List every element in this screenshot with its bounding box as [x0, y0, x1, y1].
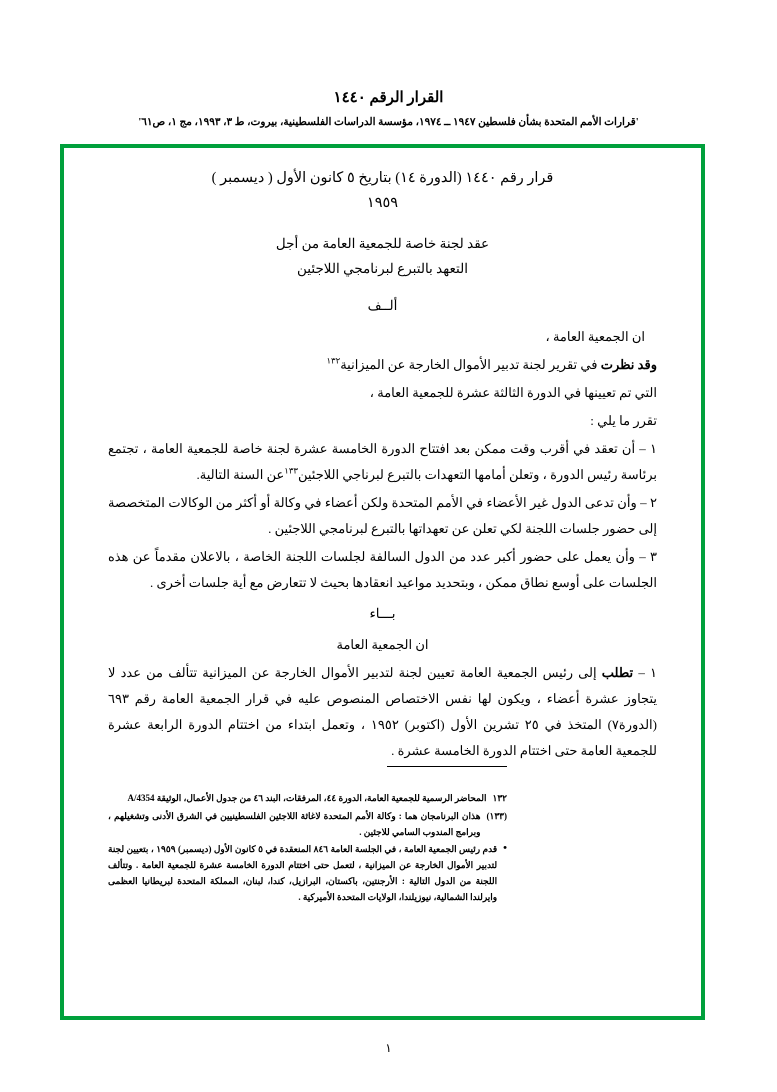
footnote-mark: (١٣٣) [486, 810, 507, 821]
section-a-paragraph-5: ٣ – وأن يعمل على حضور أكبر عدد من الدول السالفة لجلسات اللجنة الخاصة ، بالاعلان مقدماً عن هذه الجلسات على أوسع نطاق ممكن ، وبتحديد مواعيد انعقادها بحيث لا تتعارض مع أية جلسات أخرى . [108, 549, 657, 591]
section-a-paragraph-3-text: ١ – أن تعقد في أقرب وقت ممكن بعد افتتاح الدورة الخامسة عشرة لجنة خاصة للجمعية العامة ، تجتمع برئاسة رئيس الدورة ، وتعلن أمامها التعهدات بالتبرع لبرناجي اللاجئين [108, 441, 657, 483]
footnote-ref-133: ١٣٣ [284, 465, 298, 476]
section-a-paragraph-0-rest: في تقرير لجنة تدبير الأموال الخارجة عن الميزانية [340, 357, 601, 373]
footnote-item [108, 791, 507, 807]
section-a-paragraph-3-tail: عن السنة التالية. [196, 467, 285, 483]
footnote-mark: ١٣٢ [492, 793, 507, 804]
footnote-text: هذان البرنامجان هما : وكالة الأمم المتحدة لاغاثة اللاجئين الفلسطينيين في الشرق الأدنى وتشغيلهم ، وبرامج المندوب السامي للاجئين . [108, 810, 481, 837]
resolution-subject [108, 231, 657, 282]
section-a-assembly: ان الجمعية العامة ، [545, 329, 645, 345]
section-a-paragraph-4: ٢ – وأن تدعى الدول غير الأعضاء في الأمم المتحدة ولكن أعضاء في وكالة أو أكثر من الوكالات المتخصصة إلى حضور جلسات اللجنة لكي تعلن عن تعهداتها بالتبرع لبرنامجي اللاجئين . [108, 495, 657, 537]
frame-content [64, 148, 701, 917]
page-number: ١ [385, 1041, 392, 1055]
document-header [0, 0, 777, 128]
section-b-letter: بـــاء [369, 606, 396, 622]
footnote-item [108, 809, 507, 841]
section-b-assembly: ان الجمعية العامة [336, 637, 429, 653]
source-citation: 'قرارات الأمم المتحدة بشأن فلسطين ١٩٤٧ ــ ١٩٧٤، مؤسسة الدراسات الفلسطينية، بيروت، ط ٣، ١٩٩٣، مج ١، ص٦١' [138, 117, 639, 128]
resolution-heading-line-2: ١٩٥٩ [366, 195, 399, 212]
section-b-number: ١ – [633, 665, 657, 681]
section-b-body [108, 632, 657, 764]
section-a-paragraph-3 [108, 436, 657, 488]
footnote-text: المحاضر الرسمية للجمعية العامة، الدورة ٤٤، المرفقات، البند ٤٦ من جدول الأعمال، الوثيقة A/4354 [127, 793, 487, 804]
subject-line-2: التعهد بالتبرع لبرنامجي اللاجئين [297, 261, 468, 277]
footnote-ref-132: ١٣٢ [326, 355, 341, 366]
requests-bold: تطلب [601, 665, 634, 681]
whereas-bold: وقد نظرت [600, 357, 657, 373]
section-a-paragraph-1: التي تم تعيينها في الدورة الثالثة عشرة للجمعية العامة ، [369, 385, 657, 401]
section-a-letter: ألــف [367, 298, 398, 314]
page-title: القرار الرقم ١٤٤٠ [333, 90, 444, 106]
footnote-item [108, 842, 507, 905]
section-b-paragraph [108, 660, 657, 764]
subject-line-1: عقد لجنة خاصة للجمعية العامة من أجل [275, 235, 490, 251]
footnotes-section [108, 791, 657, 905]
resolution-heading [108, 166, 657, 217]
section-a-paragraph-2: تقرر ما يلي : [590, 413, 657, 429]
green-border-frame [60, 144, 705, 1020]
section-b-paragraph-rest: إلى رئيس الجمعية العامة تعيين لجنة لتدبير الأموال الخارجة عن الميزانية تتألف من عدد لا يتجاوز عشرة أعضاء ، ويكون لها نفس الاختصاص المنصوص عليه في قرار الجمعية العامة رقم ٦٩٣ (الدورة٧) المتخذ في ٢٥ تشرين الأول (اكتوبر) ١٩٥٢ ، وتعمل ابتداء من اختتام الدورة الرابعة عشرة للجمعية العامة حتى اختتام الدورة الخامسة عشرة . [108, 665, 657, 759]
footnote-text: قدم رئيس الجمعية العامة ، في الجلسة العامة ٨٤٦ المنعقدة في ٥ كانون الأول (ديسمبر) ١٩٥٩ ، بتعيين لجنة لتدبير الأموال الخارجة عن الميزانية ، لتعمل حتى اختتام الدورة الخامسة عشرة للجمعية العامة . وتتألف اللجنة من الدول التالية : الأرجنتين، باكستان، البرازيل، كندا، لبنان، المملكة المتحدة لبريطانيا العظمى وايرلندا الشمالية، نيوزيلندا، الولايات المتحدة الأميركية . [108, 844, 498, 902]
footnote-bullet-icon: • [503, 842, 507, 855]
section-a-body [108, 324, 657, 596]
section-a-paragraph-0 [108, 352, 657, 378]
footnote-separator [387, 766, 507, 767]
resolution-heading-line-1: قرار رقم ١٤٤٠ (الدورة ١٤) بتاريخ ٥ كانون الأول ( ديسمبر ) [211, 170, 554, 186]
